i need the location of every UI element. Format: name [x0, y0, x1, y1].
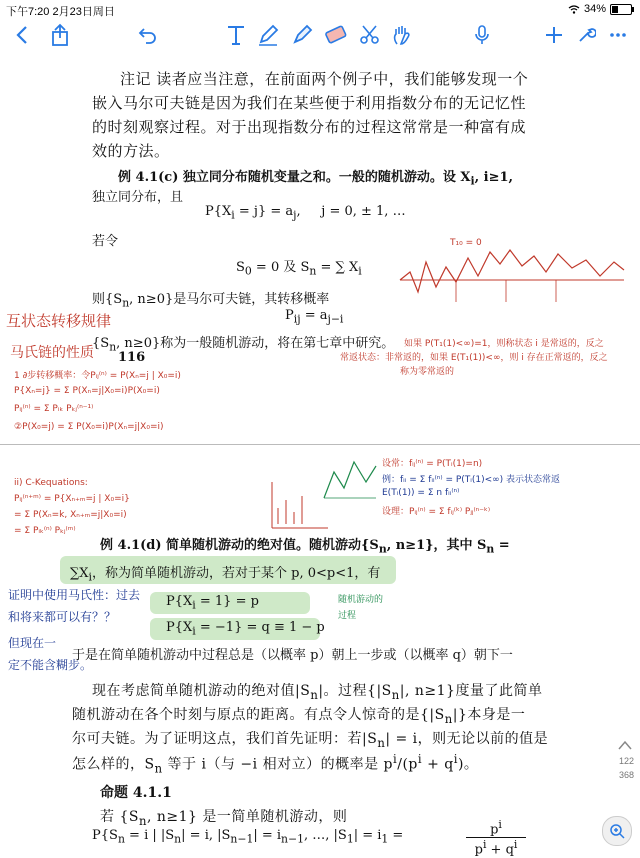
ruoling: 若令: [92, 234, 119, 249]
more-icon: [608, 25, 628, 45]
zoom-in-icon: [609, 823, 625, 839]
add-icon: [544, 25, 564, 45]
handwritten-note: E(Tᵢ(1)) = Σ n fᵢᵢ⁽ⁿ⁾: [382, 488, 460, 498]
highlighter-tool-button[interactable]: [288, 18, 316, 52]
proposition-line: 若 {$S_n$, n≥1} 是一简单随机游动，则: [100, 809, 348, 828]
handwritten-note: 但现在一: [8, 636, 57, 650]
bottom-line: 怎么样的，$S_n$ 等于 i（与 −i 相对立）的概率是 $p^i/(p^i + q^i)$。: [72, 752, 479, 776]
status-right: [568, 3, 632, 15]
proposition-title: 命题 4.1.1: [100, 785, 172, 801]
status-bar: [0, 0, 640, 18]
final-equation-rhs: $p^i$ $p^i + q^i$: [466, 818, 526, 858]
scroll-page-current: 122: [618, 756, 634, 766]
handwritten-note: = Σ Pᵢₖ⁽ⁿ⁾ Pₖⱼ⁽ᵐ⁾: [14, 526, 76, 536]
equation-sn: $S_0 = 0$ 及 $S_n$ = ∑ $X_i$: [236, 260, 362, 278]
scroll-up-icon[interactable]: [618, 740, 632, 750]
highlighter-icon: [291, 24, 313, 46]
eraser-icon: [323, 23, 349, 47]
text-tool-button[interactable]: [222, 18, 250, 52]
line-after: 于是在简单随机游动中过程总是（以概率 p）朝上一步或（以概率 q）朝下一: [72, 648, 513, 663]
graph-label: T₁₀ = 0: [450, 238, 482, 248]
share-icon: [50, 23, 70, 47]
bottom-line: 现在考虑简单随机游动的绝对值$|S_n|$。过程{$|S_n|$, n≥1}度量了此简单: [92, 683, 543, 702]
handwritten-note: ②P(X₀=j) = Σ P(X₀=i)P(Xₙ=j|X₀=i): [14, 422, 164, 432]
page-number: 116: [118, 350, 146, 365]
sum-line: $\sum X_i$，称为简单随机游动，若对于某个 p, 0<p<1，有: [70, 566, 381, 584]
handwritten-note: 随机游动的: [338, 595, 384, 605]
handwritten-note: ii) C-Kequations:: [14, 478, 88, 488]
handwritten-note: 常返状态：非常返的，如果 E(T₁(1))<∞，则 i 存在正常返的，反之: [340, 353, 608, 363]
eraser-tool-button[interactable]: [320, 18, 352, 52]
equation-xi: $P\{X_i = j\} = a_j$, j = 0, ± 1, …: [205, 204, 406, 222]
note-line: 嵌入马尔可夫链是因为我们在某些便于利用指数分布的无记忆性: [92, 94, 527, 112]
wifi-icon: [568, 5, 580, 14]
handwritten-note: 1 ∂步转移概率：令Pᵢⱼ⁽ⁿ⁾ = P(Xₙ=j | X₀=i): [14, 371, 181, 381]
prob-down: $P\{X_i = -1\} = q \equiv 1 - p$: [166, 620, 325, 638]
document-page[interactable]: [0, 52, 640, 858]
zoom-button[interactable]: [602, 816, 632, 846]
random-walk-sketch: [396, 232, 628, 312]
handwritten-note: 称为零常返的: [400, 367, 455, 377]
microphone-icon: [473, 24, 491, 46]
back-icon: [15, 25, 29, 45]
scissors-icon: [359, 24, 381, 46]
handwritten-note: P{Xₙ=j} = Σ P(Xₙ=j|X₀=i)P(X₀=i): [14, 386, 160, 396]
equation-pij: $P_{ij} = a_{j-i}$: [285, 308, 344, 326]
final-equation: $P\{S_n = i$ | $|S_n| = i$, $|S_{n-1}| = i_{n-1}$, …, $|S_1| = i_1$ =: [92, 828, 404, 846]
handwritten-note: = Σ P(Xₙ=k, Xₙ₊ₘ=j|X₀=i): [14, 510, 127, 520]
battery-icon: [610, 4, 632, 15]
handwritten-note: Pᵢⱼ⁽ⁿ⁾ = Σ Pᵢₖ Pₖⱼ⁽ⁿ⁻¹⁾: [14, 404, 94, 414]
random-walk-line: {$S_n$, n≥0}称为一般随机游动，将在第七章中研究。: [92, 336, 395, 354]
handwritten-note: 和将来都可以有？？: [8, 610, 117, 624]
pen-tool-button[interactable]: [254, 18, 282, 52]
settings-button[interactable]: [572, 18, 600, 52]
scroll-page-total: 368: [618, 770, 634, 780]
more-button[interactable]: [604, 18, 632, 52]
handwritten-note: Pᵢⱼ⁽ⁿ⁺ᵐ⁾ = P{Xₙ₊ₘ=j | X₀=i}: [14, 494, 130, 504]
handwritten-note: 例：fᵢᵢ = Σ fᵢᵢ⁽ⁿ⁾ = P(Tᵢ(1)<∞) 表示状态常返: [382, 475, 561, 485]
pen-icon: [257, 24, 279, 46]
handwritten-note: 过程: [338, 611, 357, 621]
page-divider: [0, 444, 640, 445]
add-button[interactable]: [540, 18, 568, 52]
handwritten-note: 定不能含糊步。: [8, 658, 93, 672]
markov-line: 则{$S_n$, n≥0}是马尔可夫链，其转移概率: [92, 292, 330, 310]
undo-button[interactable]: [134, 18, 162, 52]
hand-tool-button[interactable]: [388, 18, 416, 52]
note-line: 效的方法。: [92, 142, 170, 160]
share-button[interactable]: [46, 18, 74, 52]
back-button[interactable]: [8, 18, 36, 52]
handwritten-note: 设常：fᵢⱼ⁽ⁿ⁾ = P(Tᵢ(1)=n): [382, 459, 483, 469]
battery-percent: 34%: [583, 3, 606, 15]
microphone-button[interactable]: [468, 18, 496, 52]
handwritten-heading: 互状态转移规律: [6, 312, 112, 330]
bottom-line: 尔可夫链。为了证明这点，我们首先证明：若$|S_n| = i$，则无论以前的值是: [72, 731, 549, 750]
toolbar: [0, 18, 640, 52]
note-line: 的时刻观察过程。对于出现指数分布的过程这常常是一种富有成: [92, 118, 527, 136]
bottom-line: 随机游动在各个时刻与原点的距离。有点令人惊奇的是$\{|S_n|\}$本身是一: [72, 707, 526, 726]
prob-up: $P\{X_i = 1\} = p$: [166, 594, 259, 612]
example-d-title: 例 4.1(d) 简单随机游动的绝对值。随机游动{$S_n$, n≥1}，其中 $S_n$ =: [100, 538, 510, 556]
example-cont: 独立同分布，且: [92, 190, 184, 205]
undo-icon: [138, 25, 158, 45]
text-tool-icon: [226, 24, 246, 46]
status-time-date: 下午7:20 2月23日周日: [6, 6, 115, 18]
scissors-tool-button[interactable]: [356, 18, 384, 52]
handwritten-note: 证明中使用马氏性：过去: [8, 588, 141, 602]
note-line: 注记 读者应当注意，在前面两个例子中，我们能够发现一个: [120, 70, 529, 88]
settings-icon: [576, 25, 596, 45]
hand-icon: [391, 24, 413, 46]
handwritten-heading: 马氏链的性质: [10, 345, 94, 361]
handwritten-note: 设理：Pᵢⱼ⁽ⁿ⁾ = Σ fᵢⱼ⁽ᵏ⁾ Pⱼⱼ⁽ⁿ⁻ᵏ⁾: [382, 507, 491, 517]
green-sketch: [320, 452, 380, 502]
example-title: 例 4.1(c) 独立同分布随机变量之和。一般的随机游动。设 $X_i$, i≥1,: [118, 170, 514, 188]
handwritten-note: 如果 P(T₁(1)<∞)=1，则称状态 i 是常返的，反之: [404, 339, 604, 349]
